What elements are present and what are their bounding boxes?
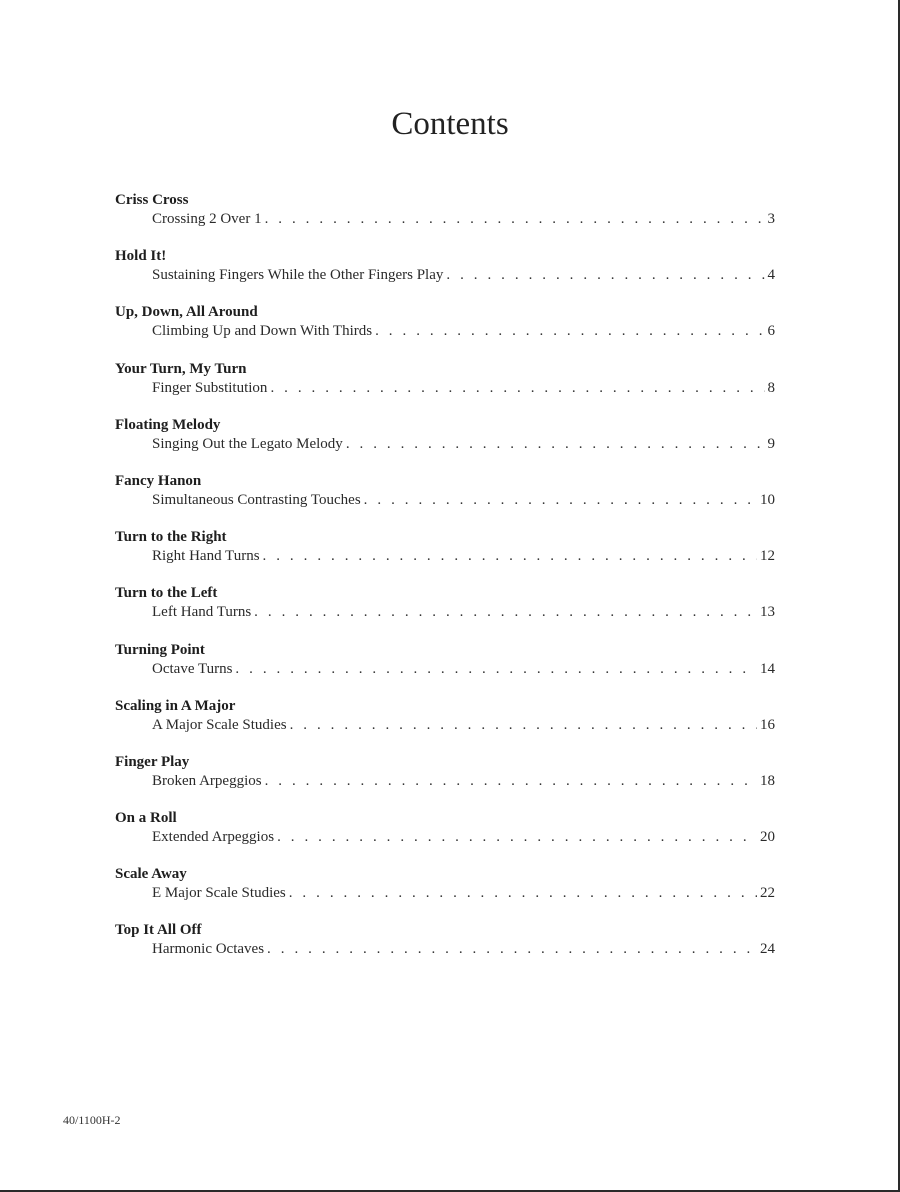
- dot-leader: [270, 379, 764, 398]
- dot-leader: [267, 940, 757, 959]
- toc-entry: [115, 472, 775, 528]
- toc-entry: [115, 584, 775, 640]
- entry-title: Floating Melody: [115, 416, 221, 433]
- page-number: 12: [760, 548, 775, 565]
- toc-entry: [115, 641, 775, 697]
- entry-line[interactable]: [152, 435, 775, 454]
- entry-line[interactable]: [152, 884, 775, 903]
- entry-title: Turn to the Right: [115, 529, 227, 546]
- toc-entry: [115, 360, 775, 416]
- entry-title: Finger Play: [115, 753, 190, 770]
- toc-entry: [115, 753, 775, 809]
- entry-line[interactable]: [152, 210, 775, 229]
- dot-leader: [446, 266, 764, 285]
- page-number: 20: [760, 829, 775, 846]
- dot-leader: [364, 491, 757, 510]
- entry-line[interactable]: [152, 716, 775, 735]
- dot-leader: [375, 322, 764, 341]
- dot-leader: [265, 210, 765, 229]
- page-number: 13: [760, 604, 775, 621]
- toc-entry: [115, 809, 775, 865]
- entry-subtitle: Extended Arpeggios: [152, 829, 275, 846]
- entry-line[interactable]: [152, 379, 775, 398]
- entry-subtitle: Right Hand Turns: [152, 548, 260, 565]
- dot-leader: [277, 828, 757, 847]
- entry-subtitle: Singing Out the Legato Melody: [152, 435, 343, 452]
- entry-title: On a Roll: [115, 810, 177, 827]
- toc-entry: [115, 921, 775, 977]
- entry-title: Scaling in A Major: [115, 697, 236, 714]
- entry-subtitle: Crossing 2 Over 1: [152, 211, 262, 227]
- entry-subtitle: Climbing Up and Down With Thirds: [152, 323, 373, 340]
- entry-title: Top It All Off: [115, 922, 202, 939]
- dot-leader: [263, 547, 757, 566]
- page-title: Contents: [391, 106, 509, 142]
- entry-subtitle: Simultaneous Contrasting Touches: [152, 491, 361, 508]
- page-number: 10: [760, 491, 775, 508]
- toc-entry: [115, 247, 775, 303]
- page-number: 24: [760, 941, 775, 958]
- dot-leader: [290, 716, 757, 735]
- footer-catalog-code: 40/1100H-2: [63, 1113, 121, 1127]
- entry-subtitle: Octave Turns: [152, 660, 233, 677]
- toc-entry: [115, 303, 775, 359]
- page-number: 4: [767, 267, 775, 284]
- toc-entry: [115, 865, 775, 921]
- entry-subtitle: Sustaining Fingers While the Other Fingers Play: [152, 267, 444, 284]
- entry-title: Fancy Hanon: [115, 472, 202, 489]
- entry-subtitle: Broken Arpeggios: [152, 772, 262, 789]
- page-number: 16: [760, 716, 775, 733]
- entry-title: Turning Point: [115, 641, 205, 658]
- page-number: 22: [760, 885, 775, 902]
- entry-line[interactable]: [152, 660, 775, 679]
- entry-line[interactable]: [152, 266, 775, 285]
- entry-title: Hold It!: [115, 248, 167, 265]
- toc-entry: [115, 697, 775, 753]
- page-number: 18: [760, 772, 775, 789]
- entry-subtitle: A Major Scale Studies: [152, 716, 287, 733]
- entry-subtitle: E Major Scale Studies: [152, 885, 286, 902]
- entry-line[interactable]: [152, 940, 775, 959]
- page-number: 9: [767, 435, 775, 452]
- dot-leader: [254, 603, 757, 622]
- toc-entry: [115, 191, 775, 247]
- dot-leader: [346, 435, 765, 454]
- entry-line[interactable]: [152, 547, 775, 566]
- entry-subtitle: Harmonic Octaves: [152, 941, 265, 958]
- entry-title: Turn to the Left: [115, 585, 218, 602]
- entry-title: Your Turn, My Turn: [115, 360, 247, 377]
- entry-line[interactable]: [152, 772, 775, 791]
- entry-line[interactable]: [152, 322, 775, 341]
- entry-line[interactable]: [152, 491, 775, 510]
- page-number: 3: [767, 211, 775, 227]
- entry-title: Criss Cross: [115, 192, 189, 208]
- entry-line[interactable]: [152, 828, 775, 847]
- toc-entry: [115, 416, 775, 472]
- page-number: 6: [767, 323, 775, 340]
- entry-title: Scale Away: [115, 866, 187, 883]
- entry-subtitle: Finger Substitution: [152, 379, 268, 396]
- dot-leader: [289, 884, 757, 903]
- toc-entry: [115, 528, 775, 584]
- entry-title: Up, Down, All Around: [115, 304, 258, 321]
- dot-leader: [265, 772, 757, 791]
- page-number: 8: [767, 379, 775, 396]
- dot-leader: [235, 660, 757, 679]
- entry-subtitle: Left Hand Turns: [152, 604, 252, 621]
- table-of-contents: [115, 191, 775, 978]
- page-number: 14: [760, 660, 775, 677]
- entry-line[interactable]: [152, 603, 775, 622]
